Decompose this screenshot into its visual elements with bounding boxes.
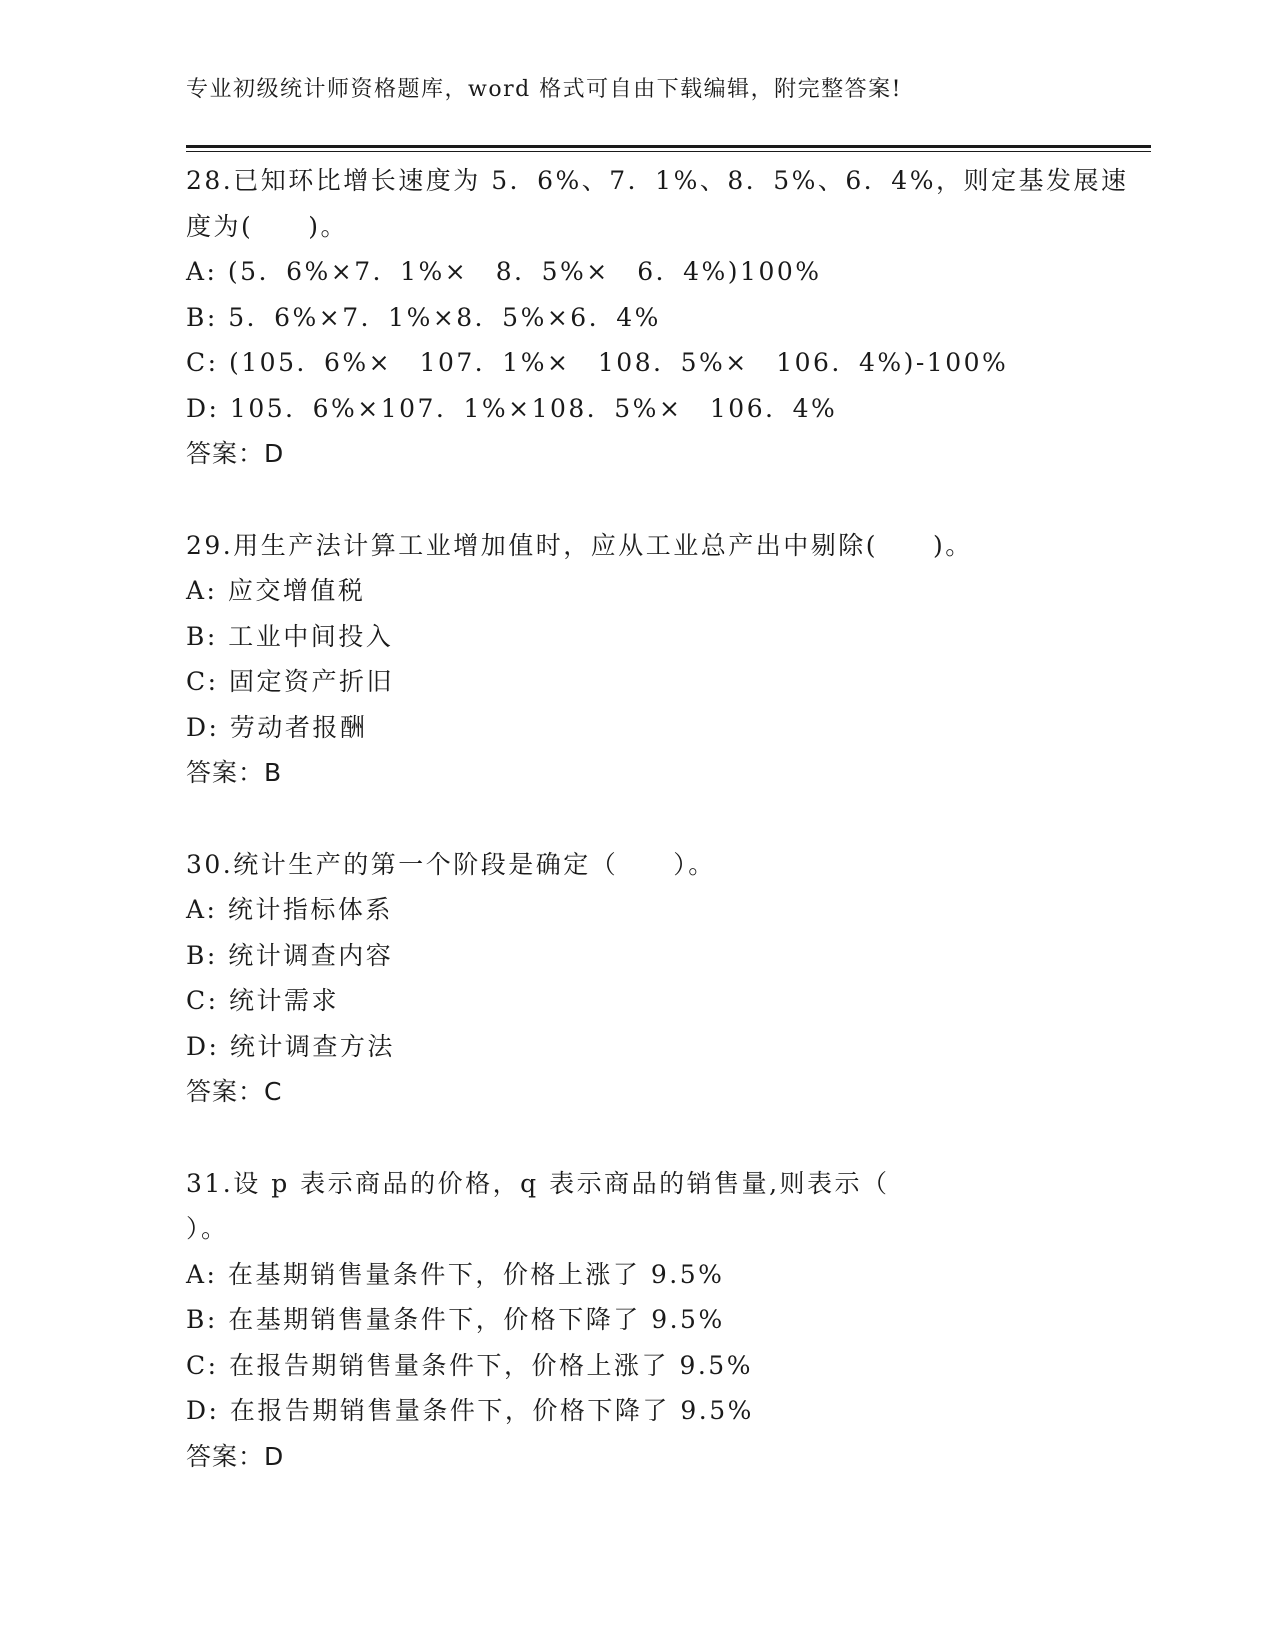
answer: 答案：B	[186, 758, 283, 787]
page-header: 专业初级统计师资格题库，word 格式可自由下载编辑，附完整答案!	[186, 77, 903, 102]
question-stem: 31.设 p 表示商品的价格，q 表示商品的销售量,则表示（	[186, 1168, 890, 1198]
option-b: B: 5．6%×7．1%×8．5%×6．4%	[186, 302, 661, 332]
question-stem: 度为( )。	[186, 211, 349, 241]
option-c: C: 在报告期销售量条件下，价格上涨了 9.5%	[186, 1350, 753, 1380]
option-a: A: 应交增值税	[186, 576, 366, 605]
spacer	[186, 477, 1146, 523]
option-a: A: (5．6%×7．1%× 8．5%× 6．4%)100%	[186, 257, 822, 286]
question-stem: 29.用生产法计算工业增加值时，应从工业总产出中剔除( )。	[186, 530, 973, 560]
option-b: B: 工业中间投入	[186, 621, 394, 651]
header-rule-thin	[186, 151, 1151, 152]
question-stem: ）。	[186, 1214, 229, 1243]
question-29	[186, 523, 1146, 796]
question-stem: 28.已知环比增长速度为 5．6%、7．1%、8．5%、6．4%，则定基发展速	[186, 166, 1129, 195]
option-a: A: 在基期销售量条件下，价格上涨了 9.5%	[186, 1259, 725, 1289]
question-31	[186, 1161, 1146, 1480]
question-30	[186, 842, 1146, 1115]
option-b: B: 统计调查内容	[186, 940, 394, 970]
option-c: C: (105．6%× 107．1%× 108．5%× 106．4%)-100%	[186, 348, 1009, 377]
option-d: D: 劳动者报酬	[186, 712, 368, 742]
spacer	[186, 796, 1146, 842]
option-c: C: 固定资产折旧	[186, 667, 394, 696]
question-list	[186, 158, 1146, 1479]
question-28	[186, 158, 1146, 477]
option-d: D: 统计调查方法	[186, 1031, 395, 1061]
spacer	[186, 1115, 1146, 1161]
option-d: D: 在报告期销售量条件下，价格下降了 9.5%	[186, 1396, 754, 1425]
option-c: C: 统计需求	[186, 986, 339, 1015]
question-stem: 30.统计生产的第一个阶段是确定（ ）。	[186, 849, 716, 879]
header-rule-thick	[186, 145, 1151, 148]
option-d: D: 105．6%×107．1%×108．5%× 106．4%	[186, 393, 838, 423]
answer: 答案：C	[186, 1077, 283, 1106]
answer: 答案：D	[186, 439, 285, 468]
answer: 答案：D	[186, 1441, 285, 1471]
option-a: A: 统计指标体系	[186, 895, 393, 924]
option-b: B: 在基期销售量条件下，价格下降了 9.5%	[186, 1305, 725, 1334]
